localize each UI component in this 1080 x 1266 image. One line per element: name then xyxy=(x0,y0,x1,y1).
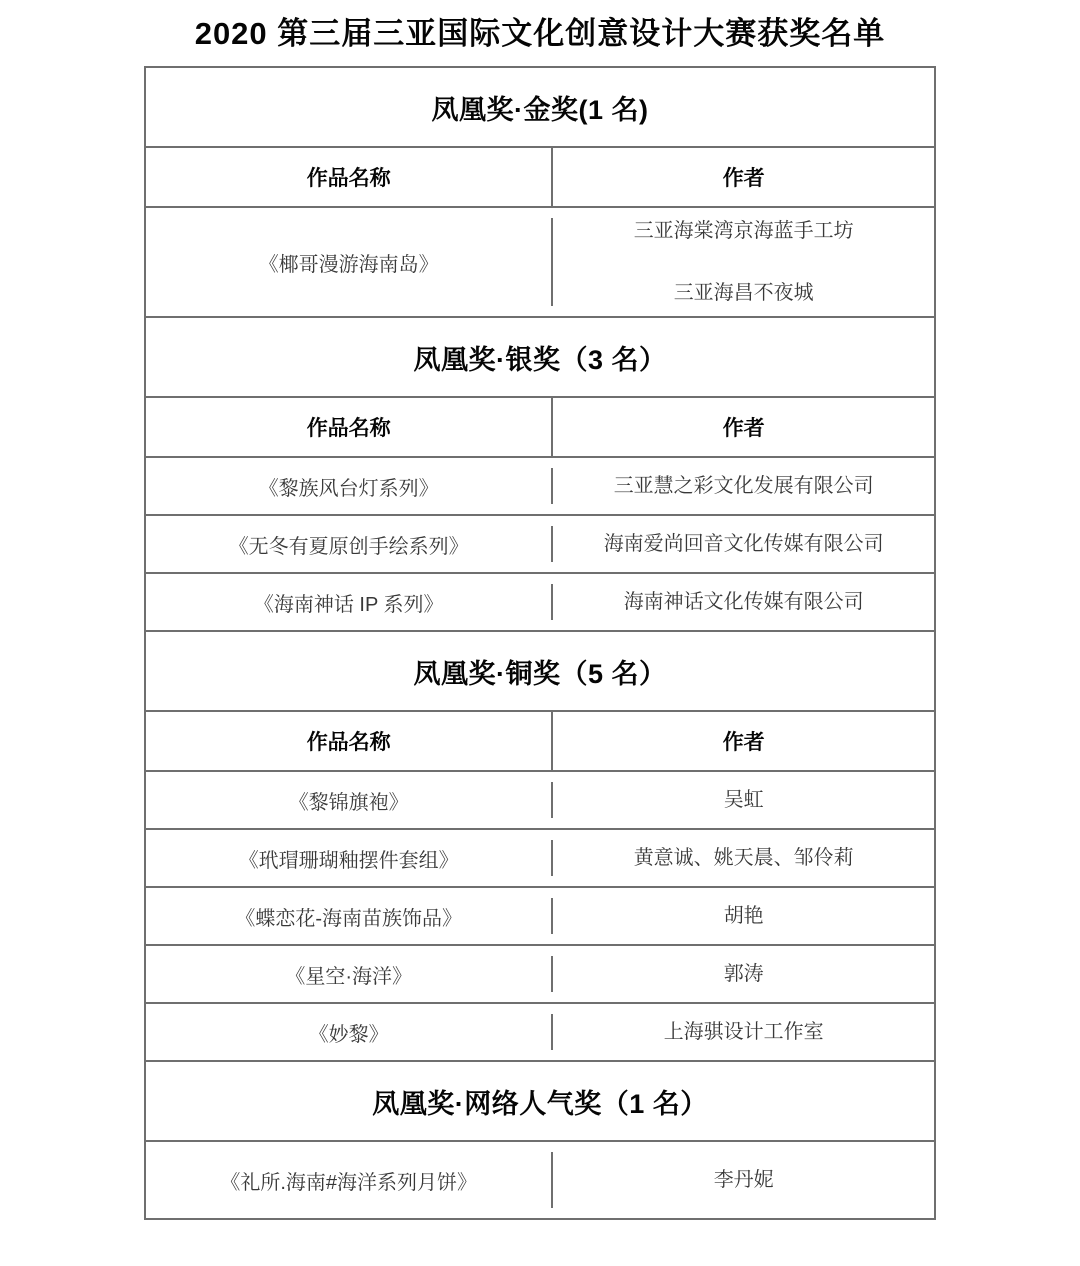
table-row xyxy=(146,208,934,318)
table-row xyxy=(146,888,934,946)
author-cell xyxy=(553,584,934,620)
author-cell xyxy=(553,468,934,504)
award-section xyxy=(146,68,934,318)
author-cell xyxy=(553,218,934,306)
table-row xyxy=(146,772,934,830)
author-line: 海南爱尚回音文化传媒有限公司 xyxy=(603,533,884,555)
author-line: 吴虹 xyxy=(723,789,764,811)
award-section xyxy=(146,632,934,1062)
work-title-cell: 《无冬有夏原创手绘系列》 xyxy=(146,526,553,562)
author-line: 三亚海棠湾京海蓝手工坊 xyxy=(633,220,854,242)
section-title: 凤凰奖·银奖（3 名） xyxy=(146,318,934,398)
author-line: 海南神话文化传媒有限公司 xyxy=(623,591,864,613)
author-cell xyxy=(553,782,934,818)
column-header-row xyxy=(146,148,934,208)
page-title: 2020 第三届三亚国际文化创意设计大赛获奖名单 xyxy=(194,16,886,51)
work-title-cell: 《黎锦旗袍》 xyxy=(146,782,553,818)
column-header-author: 作者 xyxy=(722,417,765,440)
table-row xyxy=(146,1142,934,1218)
work-title-cell: 《礼所.海南#海洋系列月饼》 xyxy=(146,1152,553,1208)
column-header-author: 作者 xyxy=(722,167,765,190)
author-cell xyxy=(553,840,934,876)
author-line: 胡艳 xyxy=(723,905,764,927)
author-cell xyxy=(553,526,934,562)
table-row xyxy=(146,1004,934,1062)
work-title-cell: 《蝶恋花-海南苗族饰品》 xyxy=(146,898,553,934)
table-row xyxy=(146,458,934,516)
work-title-cell: 《黎族风台灯系列》 xyxy=(146,468,553,504)
column-header-work: 作品名称 xyxy=(146,148,553,206)
award-section xyxy=(146,1062,934,1218)
award-section xyxy=(146,318,934,632)
work-title-cell: 《椰哥漫游海南岛》 xyxy=(146,218,553,306)
column-header-row xyxy=(146,398,934,458)
section-title: 凤凰奖·金奖(1 名) xyxy=(146,68,934,148)
column-header-work: 作品名称 xyxy=(146,398,553,456)
author-line: 黄意诚、姚天晨、邹伶莉 xyxy=(633,847,854,869)
section-title: 凤凰奖·网络人气奖（1 名） xyxy=(146,1062,934,1142)
table-row xyxy=(146,830,934,888)
work-title-cell: 《海南神话 IP 系列》 xyxy=(146,584,553,620)
author-cell xyxy=(553,898,934,934)
column-header-author: 作者 xyxy=(722,731,765,754)
author-line: 李丹妮 xyxy=(713,1169,774,1191)
author-line: 三亚海昌不夜城 xyxy=(673,282,814,304)
table-row xyxy=(146,516,934,574)
table-row xyxy=(146,946,934,1004)
author-line: 郭涛 xyxy=(723,963,764,985)
author-cell xyxy=(553,1014,934,1050)
work-title-cell: 《玳瑁珊瑚釉摆件套组》 xyxy=(146,840,553,876)
column-header-row xyxy=(146,712,934,772)
work-title-cell: 《妙黎》 xyxy=(146,1014,553,1050)
author-cell xyxy=(553,956,934,992)
author-line: 三亚慧之彩文化发展有限公司 xyxy=(613,475,874,497)
work-title-cell: 《星空·海洋》 xyxy=(146,956,553,992)
author-line: 上海骐设计工作室 xyxy=(663,1021,824,1043)
author-cell xyxy=(553,1152,934,1208)
table-row xyxy=(146,574,934,632)
column-header-work: 作品名称 xyxy=(146,712,553,770)
awards-table xyxy=(144,66,936,1220)
section-title: 凤凰奖·铜奖（5 名） xyxy=(146,632,934,712)
